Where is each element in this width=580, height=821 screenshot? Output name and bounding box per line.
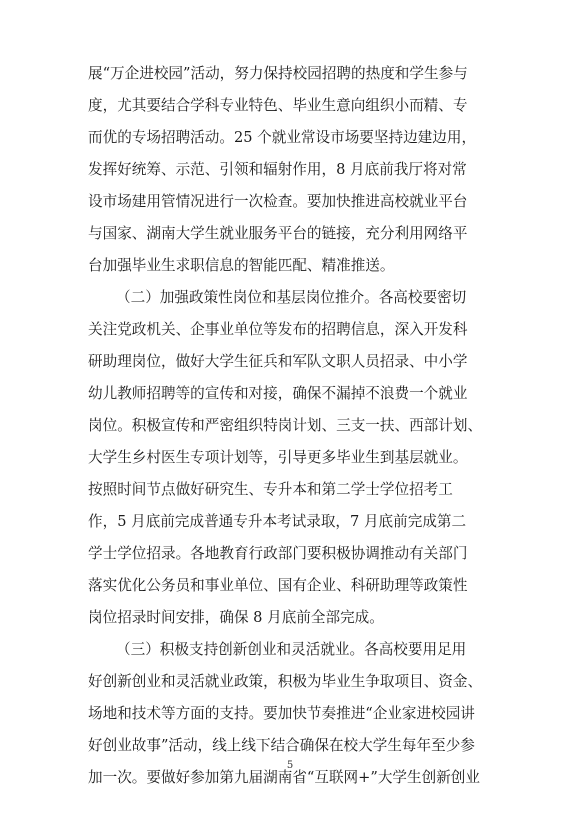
section-heading-line: （二）加强政策性岗位和基层岗位推介。各高校要密切 — [116, 289, 467, 306]
text-line: 作，5 月底前完成普通专升本考试录取，7 月底前完成第二 — [88, 513, 467, 530]
body-text — [88, 58, 498, 794]
text-line: 关注党政机关、企事业单位等发布的招聘信息，深入开发科 — [88, 321, 468, 338]
text-line: 好创业故事”活动，线上线下结合确保在校大学生每年至少参 — [88, 737, 475, 754]
text-line: 岗位招录时间安排，确保 8 月底前全部完成。 — [88, 609, 384, 626]
text-line: 按照时间节点做好研究生、专升本和第二学士学位招考工 — [88, 481, 453, 498]
text-line: 展“万企进校园”活动，努力保持校园招聘的热度和学生参与 — [88, 65, 468, 82]
text-line: 加一次。要做好参加第九届湖南省“互联网+”大学生创新创业 — [88, 769, 480, 786]
text-line: 幼儿教师招聘等的宣传和对接，确保不漏掉不浪费一个就业 — [88, 385, 468, 402]
text-line: 好创新创业和灵活就业政策，积极为毕业生争取项目、资金、 — [88, 673, 483, 690]
text-line: 台加强毕业生求职信息的智能匹配、精准推送。 — [88, 257, 395, 274]
section-heading-line: （三）积极支持创新创业和灵活就业。各高校要用足用 — [116, 641, 467, 658]
text-line: 发挥好统筹、示范、引领和辐射作用，8 月底前我厅将对常 — [88, 161, 467, 178]
text-line: 场地和技术等方面的支持。要加快节奏推进“企业家进校园讲 — [88, 705, 475, 722]
text-line: 设市场建用管情况进行一次检查。要加快推进高校就业平台 — [88, 193, 468, 210]
text-line: 研助理岗位，做好大学生征兵和军队文职人员招录、中小学 — [88, 353, 468, 370]
text-line: 度，尤其要结合学科专业特色、毕业生意向组织小而精、专 — [88, 97, 468, 114]
page-number: 5 — [286, 760, 294, 771]
text-line: 岗位。积极宣传和严密组织特岗计划、三支一扶、西部计划、 — [88, 417, 483, 434]
text-line: 与国家、湖南大学生就业服务平台的链接，充分利用网络平 — [88, 225, 468, 242]
text-line: 而优的专场招聘活动。25 个就业常设市场要坚持边建边用， — [88, 129, 477, 146]
text-line: 大学生乡村医生专项计划等，引导更多毕业生到基层就业。 — [88, 449, 468, 466]
text-line: 学士学位招录。各地教育行政部门要积极协调推动有关部门 — [88, 545, 468, 562]
text-line: 落实优化公务员和事业单位、国有企业、科研助理等政策性 — [88, 577, 468, 594]
